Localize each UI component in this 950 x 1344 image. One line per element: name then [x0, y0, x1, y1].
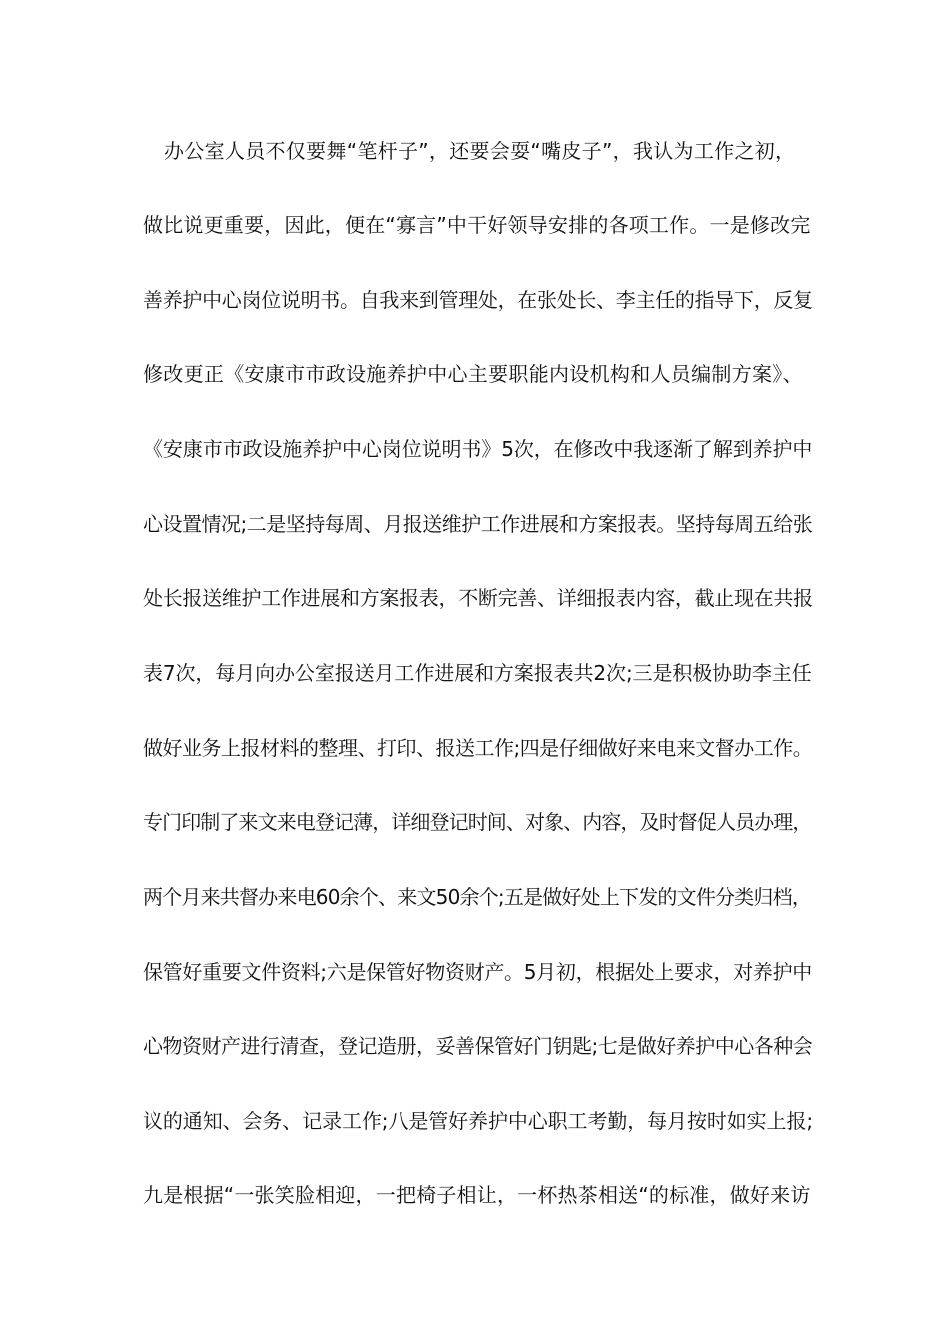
paragraph-line: 善养护中心岗位说明书。自我来到管理处，在张处长、李主任的指导下，反复 — [143, 288, 813, 312]
paragraph-line: 两个月来共督办来电60余个、来文50余个;五是做好处上下发的文件分类归档， — [143, 885, 812, 909]
paragraph-line: 做好业务上报材料的整理、打印、报送工作;四是仔细做好来电来文督办工作。 — [143, 736, 813, 760]
paragraph-line: 议的通知、会务、记录工作;八是管好养护中心职工考勤，每月按时如实上报; — [143, 1109, 813, 1133]
paragraph-line: 心设置情况;二是坚持每周、月报送维护工作进展和方案报表。坚持每周五给张 — [143, 512, 813, 536]
paragraph-line: 九是根据“一张笑脸相迎，一把椅子相让，一杯热茶相送“的标准，做好来访 — [143, 1183, 811, 1207]
paragraph-line: 修改更正《安康市市政设施养护中心主要职能内设机构和人员编制方案》、 — [143, 362, 803, 386]
paragraph-line: 保管好重要文件资料;六是保管好物资财产。5月初，根据处上要求，对养护中 — [143, 960, 812, 984]
paragraph-line: 处长报送维护工作进展和方案报表，不断完善、详细报表内容，截止现在共报 — [143, 586, 813, 610]
paragraph-line: 心物资财产进行清查，登记造册，妥善保管好门钥匙;七是做好养护中心各种会 — [143, 1034, 813, 1058]
paragraph-line: 做比说更重要，因此，便在“寡言”中干好领导安排的各项工作。一是修改完 — [143, 213, 811, 237]
paragraph-line: 《安康市市政设施养护中心岗位说明书》5次，在修改中我逐渐了解到养护中 — [143, 437, 813, 461]
paragraph-line: 专门印制了来文来电登记薄，详细登记时间、对象、内容，及时督促人员办理， — [143, 810, 812, 834]
paragraph-line: 办公室人员不仅要舞“笔杆子”，还要会耍“嘴皮子”，我认为工作之初， — [164, 139, 796, 163]
paragraph-line: 表7次，每月向办公室报送月工作进展和方案报表共2次;三是积极协助李主任 — [143, 661, 812, 685]
